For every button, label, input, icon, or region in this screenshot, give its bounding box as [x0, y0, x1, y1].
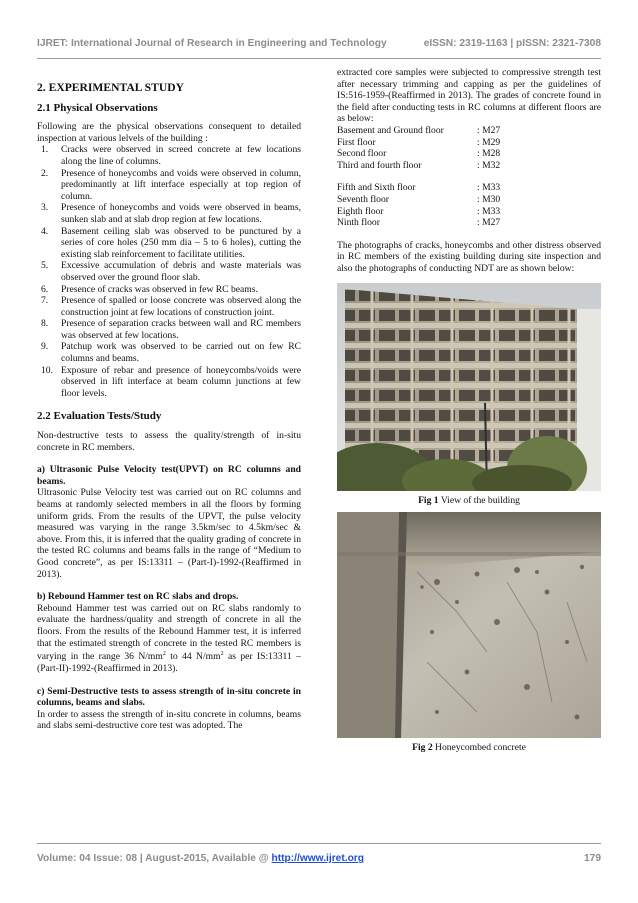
grade-value: : M32: [477, 159, 501, 171]
observation-number: 6.: [41, 283, 49, 295]
observation-item: [37, 365, 301, 400]
observation-item: [37, 295, 301, 318]
observation-text: Presence of spalled or loose concrete was observed along the construction joint at few locations of construction joint.: [61, 295, 301, 318]
grade-row: [337, 160, 601, 172]
grade-value: : M30: [477, 193, 501, 205]
grade-row: [337, 182, 601, 194]
grade-floor: Third and fourth floor: [337, 159, 422, 171]
photographs-paragraph: The photographs of cracks, honeycombs and other distress observed in RC members of the existing building during site inspection and also the photographs of conducting NDT are as shown below:: [337, 239, 601, 274]
grade-value: : M27: [477, 217, 501, 229]
header-rule: [37, 58, 601, 59]
grade-value: : M28: [477, 148, 501, 160]
grades-list-upper-floors: [337, 182, 601, 228]
semi-destructive-heading: c) Semi-Destructive tests to assess strength of in-situ concrete in columns, beams and slabs.: [37, 685, 301, 709]
honeycomb-photo-image: [337, 512, 601, 738]
grades-list-lower-floors: [337, 125, 601, 171]
observation-text: Presence of cracks was observed in few RC beams.: [61, 283, 258, 295]
observation-item: [37, 202, 301, 225]
observation-number: 9.: [41, 341, 49, 353]
right-column: [337, 67, 601, 754]
observation-text: Patchup work was observed to be carried out on few RC columns and beams.: [61, 341, 301, 365]
core-test-paragraph: extracted core samples were subjected to compressive strength test after necessary trimming and capping as per the guidelines of IS:516-1959-(Reaffirmed in 2013). The grades of concrete found in the field after conducting tests in RC columns at different floors are as below:: [337, 67, 601, 125]
journal-title: IJRET: International Journal of Research in Engineering and Technology: [37, 38, 387, 49]
observation-number: 10.: [41, 364, 53, 376]
rebound-heading: b) Rebound Hammer test on RC slabs and drops.: [37, 591, 239, 603]
grade-floor: Basement and Ground floor: [337, 124, 444, 136]
observations-intro: Following are the physical observations consequent to detailed inspection at various lelvels of the building :: [37, 121, 301, 144]
observation-text: Exposure of rebar and presence of honeycombs/voids were observed in lift interface at beam column junctions at few floor levels.: [61, 364, 301, 399]
observation-text: Presence of honeycombs and voids were observed in beams, sunken slab and at slab drop region at few locations.: [61, 202, 301, 225]
grade-floor: Eighth floor: [337, 205, 384, 217]
honeycomb-photo: [337, 512, 601, 738]
grade-floor: Second floor: [337, 148, 387, 160]
observation-number: 2.: [41, 167, 49, 179]
observation-text: Basement ceiling slab was observed to be punctured by a series of core holes (250 mm dia – 5 to 6 holes), cutting the existing slab reinforcement to facilitate utilities.: [61, 225, 301, 260]
figure-1-caption: Fig 1 View of the building: [418, 494, 520, 506]
building-photo-image: [337, 283, 601, 491]
rebound-paragraph: Rebound Hammer test was carried out on RC slabs randomly to evaluate the hardness/quality and strength of concrete in all the floors. From the results of the Rebound Hammer test, it is inferred that the estimated strength of concrete in the tested RC members is varying in the range 36 $N/mm^2$ to 44 $N/mm^2$ as per IS:13311 – (Part-II)-1992-(Reaffirmed in 2013).: [37, 602, 301, 674]
observations-list: [37, 144, 301, 399]
grade-row: [337, 206, 601, 218]
observation-item: [37, 168, 301, 203]
journal-link[interactable]: http://www.ijret.org: [271, 853, 364, 864]
evaluation-intro: Non-destructive tests to assess the quality/strength of in-situ concrete in RC members.: [37, 430, 301, 453]
observation-number: 3.: [41, 202, 49, 214]
semi-destructive-paragraph: In order to assess the strength of in-situ concrete in columns, beams and slabs semi-destructive core test was adopted. The: [37, 708, 301, 732]
grade-floor: Fifth and Sixth floor: [337, 182, 416, 194]
grade-row: [337, 137, 601, 149]
observation-number: 5.: [41, 260, 49, 272]
upvt-heading: a) Ultrasonic Pulse Velocity test(UPVT) on RC columns and beams.: [37, 464, 301, 487]
observation-text: Presence of honeycombs and voids were observed in column, predominantly at lift interface especially at top region of column.: [61, 167, 301, 202]
volume-info: Volume: 04 Issue: 08 | August-2015, Available @ http://www.ijret.org: [37, 853, 364, 864]
grade-floor: First floor: [337, 136, 376, 148]
observation-item: [37, 284, 301, 296]
observation-item: [37, 318, 301, 341]
footer-rule: [37, 843, 601, 844]
grade-value: : M33: [477, 205, 501, 217]
grade-floor: Seventh floor: [337, 193, 389, 205]
grade-value: : M29: [477, 136, 501, 148]
observation-number: 7.: [41, 295, 49, 307]
observation-item: [37, 341, 301, 364]
issn-text: eISSN: 2319-1163 | pISSN: 2321-7308: [423, 38, 601, 49]
observation-number: 4.: [41, 225, 49, 237]
grade-floor: Ninth floor: [337, 217, 380, 229]
grade-row: [337, 125, 601, 137]
observation-number: 1.: [41, 144, 49, 156]
grade-row: [337, 148, 601, 160]
subsection-title-physical: 2.1 Physical Observations: [37, 101, 158, 114]
page-number: 179: [584, 853, 601, 864]
subsection-title-evaluation: 2.2 Evaluation Tests/Study: [37, 410, 162, 423]
observation-item: [37, 260, 301, 283]
observation-text: Excessive accumulation of debris and waste materials was observed over the ground floor slab.: [61, 260, 301, 283]
section-title: 2. EXPERIMENTAL STUDY: [37, 81, 184, 94]
building-photo: [337, 283, 601, 491]
figure-2-caption: Fig 2 Honeycombed concrete: [412, 742, 526, 754]
grade-row: [337, 217, 601, 229]
grade-row: [337, 194, 601, 206]
grade-value: : M27: [477, 124, 501, 136]
observation-item: [37, 144, 301, 167]
observation-text: Cracks were observed in screed concrete at few locations along the line of columns.: [61, 144, 301, 167]
left-column: [37, 72, 301, 732]
upvt-paragraph: Ultrasonic Pulse Velocity test was carried out on RC columns and beams at randomly selected members in all the floors by forming uniform grids. From the results of the UPVT, the pulse velocity measured was varying in the range 3.5km/sec to 4.5km/sec & above. From this, it is inferred that the quality grading of concrete in the tested RC columns and beams falls in the range of “Medium to Good concrete”, as per IS:13311 – (Part-I)-1992-(Reaffirmed in 2013).: [37, 487, 301, 580]
observation-text: Presence of separation cracks between wall and RC members was observed at few locations.: [61, 318, 301, 341]
observation-item: [37, 226, 301, 261]
grade-value: : M33: [477, 182, 501, 194]
observation-number: 8.: [41, 318, 49, 330]
